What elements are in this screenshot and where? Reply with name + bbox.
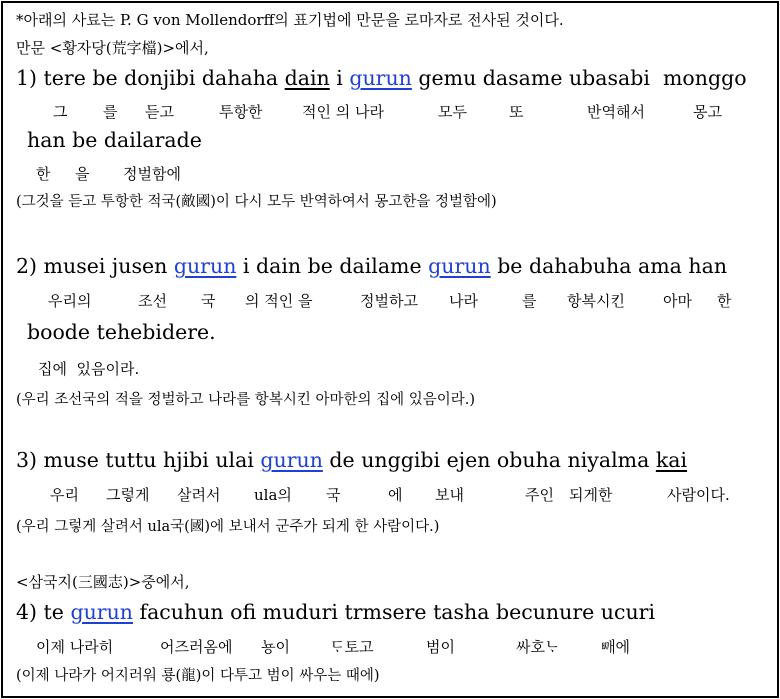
example-2-gloss-2: 집에 있음이라.: [38, 360, 140, 378]
word-dain: dain: [284, 66, 330, 90]
document-frame: *아래의 사료는 P. G von Mollendorff의 표기법에 만문을 로마자로 전사된 것이다. 만문 <황자당(荒字檔)>에서, 1) tere be donjibi dahaha dain i gurun gemu dasame ubasabi monggo 그 를 듣고 투항한 적인 의 나라 모두 또 반역해서 몽고 han be dailarade 한 을 정벌함에 (그것을 듣고 투항한 적국(敵國)이 다시 모두 반역하여서 몽고한을 정벌함에) 2) musei jusen gurun i dain be dailame gurun be dahabuha ama han 우리의 조선 국 의 적인 을 정벌하고 나라 를 항복시킨 아마 한 boode tehebidere. 집에 있음이라. (우리 조선국의 적을 정벌하고 나라를 항복시킨 아마한의 집에 있음이라.) 3) muse tuttu hjibi ulai gurun de unggibi ejen obuha niyalma kai 우리 그렇게 살려서 ula의 국 에 보내 주인 되게한 사람이다. (우리 그렇게 살려서 ula국(國)에 보내서 군주가 되게 한 사람이다.) <삼국지(三國志)>중에서, 4) te gurun facuhun ofi muduri trmsere tasha becunure ucuri 이제 나라히 어즈러옴에 뇽이 ᄃᆞ토고 범이 싸호ᄂᆞ ᄢᅢ에 (이제 나라가 어지러워 룡(龍)이 다투고 범이 싸우는 때에): [1, 1, 779, 698]
word-gurun: gurun: [70, 600, 133, 624]
intro-note: *아래의 사료는 P. G von Mollendorff의 표기법에 만문을 로마자로 전사된 것이다.: [16, 11, 564, 29]
example-2-manchu-line-1: 2) musei jusen gurun i dain be dailame gurun be dahabuha ama han: [16, 254, 728, 278]
example-2-paraphrase: (우리 조선국의 적을 정벌하고 나라를 항복시킨 아마한의 집에 있음이라.): [16, 392, 475, 408]
word-gurun: gurun: [260, 448, 323, 472]
example-2-manchu-line-2: boode tehebidere.: [27, 320, 216, 344]
example-1-paraphrase: (그것을 듣고 투항한 적국(敵國)이 다시 모두 반역하여서 몽고한을 정벌함에): [16, 194, 497, 210]
word-gurun: gurun: [173, 254, 237, 278]
example-4-paraphrase: (이제 나라가 어지러워 룡(龍)이 다투고 범이 싸우는 때에): [16, 668, 380, 684]
example-1-manchu-line-2: han be dailarade: [27, 128, 202, 152]
intro-source: 만문 <황자당(荒字檔)>에서,: [16, 39, 209, 57]
example-1-manchu-line-1: 1) tere be donjibi dahaha dain i gurun gemu dasame ubasabi monggo: [16, 66, 747, 90]
word-gurun: gurun: [428, 254, 491, 278]
example-4-manchu-line-1: 4) te gurun facuhun ofi muduri trmsere tasha becunure ucuri: [16, 600, 656, 624]
word-gurun: gurun: [349, 66, 412, 90]
example-4-source: <삼국지(三國志)>중에서,: [16, 573, 190, 591]
example-3-manchu-line-1: 3) muse tuttu hjibi ulai gurun de unggibi ejen obuha niyalma kai: [16, 448, 688, 472]
word-kai: kai: [655, 448, 688, 472]
example-3-paraphrase: (우리 그렇게 살려서 ula국(國)에 보내서 군주가 되게 한 사람이다.): [16, 519, 440, 535]
